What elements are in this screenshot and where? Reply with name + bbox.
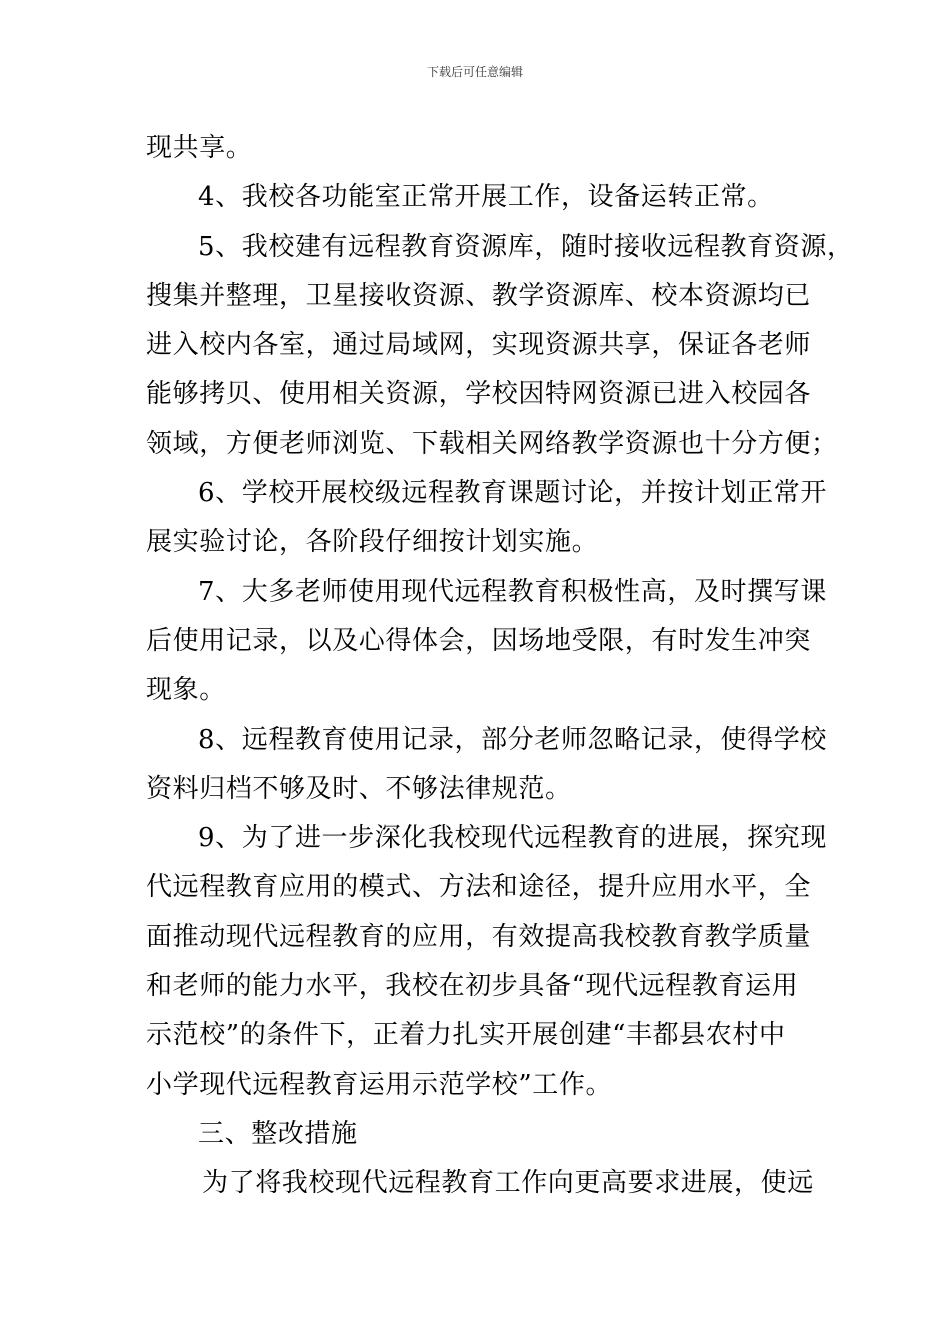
text-line: 进入校内各室，通过局域网，实现资源共享，保证各老师	[146, 330, 812, 361]
page-header: 下载后可任意编辑	[426, 65, 523, 79]
text-line: 和老师的能力水平，我校在初步具备“现代远程教育运用	[146, 971, 799, 1002]
text-line: 5、我校建有远程教育资源库，随时接收远程教育资源，	[198, 231, 854, 262]
text-line: 小学现代远程教育运用示范学校”工作。	[146, 1069, 613, 1100]
text-line: 9、为了进一步深化我校现代远程教育的进展，探究现	[198, 823, 827, 854]
text-line: 4、我校各功能室正常开展工作，设备运转正常。	[198, 182, 774, 213]
section-heading: 三、整改措施	[198, 1118, 358, 1149]
text-line: 搜集并整理，卫星接收资源、教学资源库、校本资源均已	[146, 280, 812, 311]
text-line: 8、远程教育使用记录，部分老师忽略记录，使得学校	[198, 724, 827, 755]
text-line: 代远程教育应用的模式、方法和途径，提升应用水平，全	[146, 872, 812, 903]
text-line: 示范校”的条件下，正着力扎实开展创建“丰都县农村中	[146, 1020, 786, 1051]
text-line: 为了将我校现代远程教育工作向更高要求进展，使远	[202, 1168, 814, 1199]
text-line: 7、大多老师使用现代远程教育积极性高，及时撰写课	[198, 576, 827, 607]
text-line: 资料归档不够及时、不够法律规范。	[146, 773, 572, 804]
text-line: 能够拷贝、使用相关资源，学校因特网资源已进入校园各	[146, 379, 812, 410]
document-body	[146, 124, 854, 1209]
text-line: 领域，方便老师浏览、下载相关网络教学资源也十分方便；	[146, 428, 838, 459]
text-line: 现象。	[146, 675, 226, 706]
text-line: 后使用记录，以及心得体会，因场地受限，有时发生冲突	[146, 625, 812, 656]
text-line: 现共享。	[146, 133, 253, 163]
text-line: 6、学校开展校级远程教育课题讨论，并按计划正常开	[198, 478, 827, 509]
text-line: 展实验讨论，各阶段仔细按计划实施。	[146, 527, 599, 558]
text-line: 面推动现代远程教育的应用，有效提高我校教育教学质量	[146, 921, 812, 952]
